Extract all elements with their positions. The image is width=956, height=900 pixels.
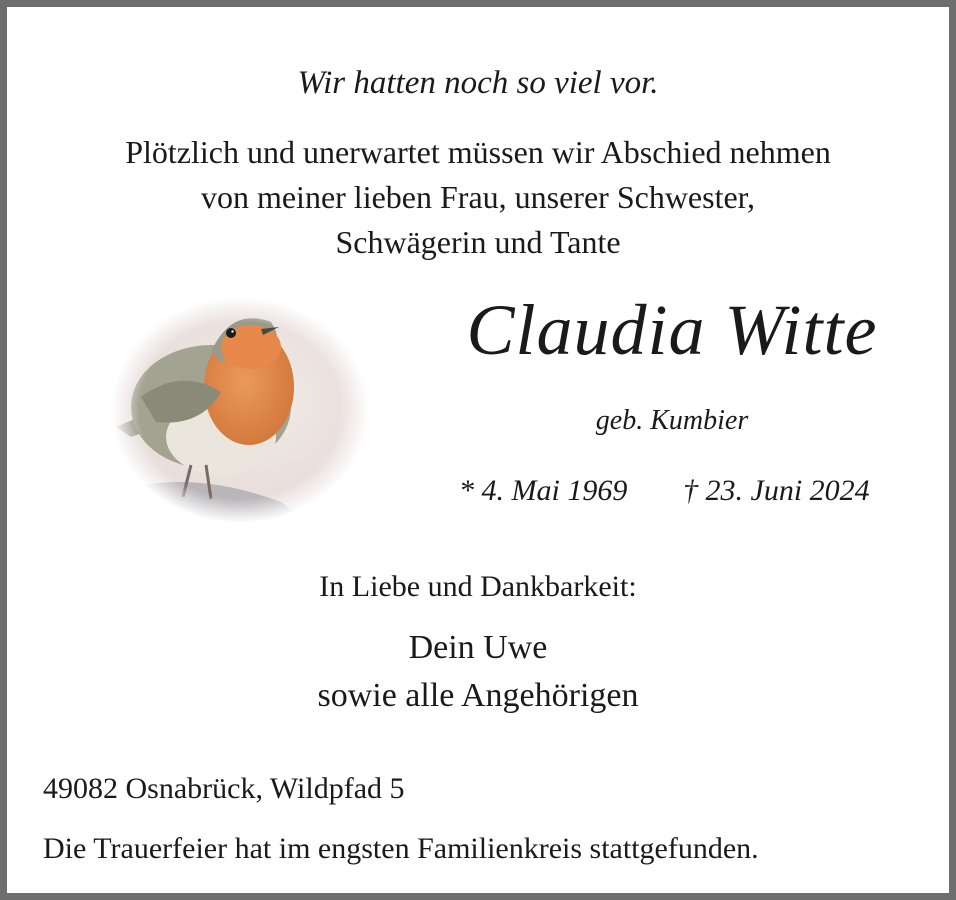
intro-line: Plötzlich und unerwartet müssen wir Abschied nehmen — [125, 134, 831, 170]
mourner-line: sowie alle Angehörigen — [317, 677, 639, 714]
address: 49082 Osnabrück, Wildpfad 5 — [43, 772, 405, 805]
mourner-line: Dein Uwe — [408, 629, 548, 666]
death-date: † 23. Juni 2024 — [683, 474, 870, 507]
birth-name: geb. Kumbier — [595, 405, 749, 436]
intro-text — [7, 130, 949, 265]
intro-line: Schwägerin und Tante — [335, 224, 621, 260]
thanks-line: In Liebe und Dankbarkeit: — [319, 570, 637, 603]
birth-date: * 4. Mai 1969 — [459, 474, 628, 507]
deceased-name: Claudia Witte — [466, 290, 878, 370]
funeral-note: Die Trauerfeier hat im engsten Familienkreis stattgefunden. — [43, 832, 759, 865]
motto: Wir hatten noch so viel vor. — [297, 65, 659, 101]
intro-line: von meiner lieben Frau, unserer Schwester, — [200, 179, 756, 215]
robin-bird-photo — [111, 297, 369, 523]
